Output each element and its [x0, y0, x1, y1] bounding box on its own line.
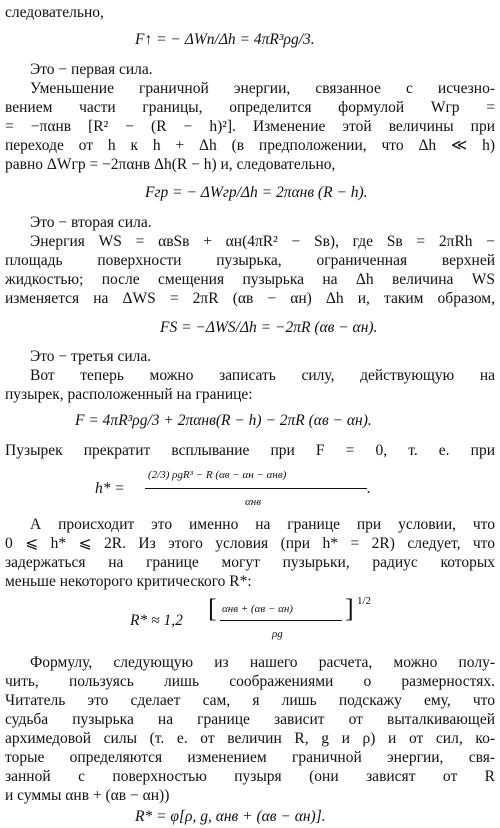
formula-total-force: F = 4πR³ρg/3 + 2παнв(R − h) − 2πR (αв − αн).	[75, 412, 372, 429]
formula-first-force: F↑ = − ΔWп/Δh = 4πR³ρg/3.	[135, 31, 315, 48]
formula-dimensional: R* = φ[ρ, g, αнв + (αв − αн)].	[135, 808, 326, 825]
text-line: изменяется на ΔWS = 2πR (αв − αн) Δh и, таким образом,	[5, 290, 495, 307]
fraction-numerator: (2/3) ρgR³ − R (αв − αн − αнв)	[148, 469, 287, 481]
text-line: вением части границы, определится формулой Wгр =	[5, 99, 495, 116]
right-bracket: ]	[345, 594, 354, 623]
text-line: торые определяются изменением граничной энергии, свя-	[5, 749, 495, 766]
fraction-numerator: αнв + (αв − αн)	[222, 603, 293, 615]
fraction-bar	[220, 620, 342, 621]
text-line: пузырек, расположенный на границе:	[5, 386, 253, 403]
period: .	[367, 480, 371, 497]
exponent: 1/2	[357, 595, 372, 607]
text-line: площадь поверхности пузырька, ограниченная верхней	[5, 252, 495, 269]
text-line: занной с поверхностью пузыря (они зависят от R	[5, 768, 495, 785]
text-line: жидкостью; после смещения пузырька на Δh величина WS	[5, 271, 495, 288]
fraction-denominator: αнв	[245, 496, 262, 508]
formula-second-force: Fгр = − ΔWгр/Δh = 2παнв (R − h).	[145, 184, 368, 201]
text-line: Вот теперь можно записать силу, действующую на	[30, 367, 495, 384]
text-line: Это − вторая сила.	[30, 214, 152, 231]
fraction-denominator: ρg	[272, 628, 283, 640]
left-bracket: [	[208, 594, 217, 623]
text-line: Это − третья сила.	[30, 348, 152, 365]
text-line: Формулу, следующую из нашего расчета, можно полу-	[30, 654, 495, 671]
text-line: А происходит это именно на границе при условии, что	[30, 516, 495, 533]
text-line: = −παнв [R² − (R − h)²]. Изменение этой величины при	[5, 118, 495, 135]
text-line: Уменьшение граничной энергии, связанное с исчезно-	[30, 80, 495, 97]
formula-r-star-lhs: R* ≈ 1,2	[130, 612, 183, 629]
text-line: задержаться на границе могут пузырьки, радиус которых	[5, 554, 495, 571]
text-line: равно ΔWгр = −2παнв Δh(R − h) и, следовательно,	[5, 156, 336, 173]
text-line: переходе от h к h + Δh (в предположении, что Δh ≪ h)	[5, 137, 495, 154]
formula-third-force: FS = −ΔWS/Δh = −2πR (αв − αн).	[160, 319, 378, 336]
text-line: 0 ⩽ h* ⩽ 2R. Из этого условия (при h* = 2R) следует, что	[5, 535, 495, 552]
text-line: судьба пузырька на границе зависит от выталкивающей	[5, 711, 495, 728]
text-line: Это − первая сила.	[30, 61, 153, 78]
text-line: чить, пользуясь лишь соображениями о размерностях.	[5, 673, 495, 690]
text-line: следовательно,	[5, 4, 104, 21]
text-line: Энергия WS = αвSв + αн(4πR² − Sв), где Sв = 2πRh −	[30, 233, 495, 250]
fraction-bar	[145, 488, 367, 489]
text-line: Пузырек прекратит всплывание при F = 0, т. е. при	[5, 442, 495, 459]
text-line: и суммы αнв + (αв − αн))	[5, 787, 170, 804]
text-line: Читатель это сделает сам, я лишь подскажу ему, что	[5, 692, 495, 709]
formula-h-star-lhs: h* =	[95, 480, 125, 497]
text-line: меньше некоторого критического R*:	[5, 573, 252, 590]
text-line: архимедовой силы (т. е. от величин R, g и ρ) и от сил, ко-	[5, 730, 495, 747]
